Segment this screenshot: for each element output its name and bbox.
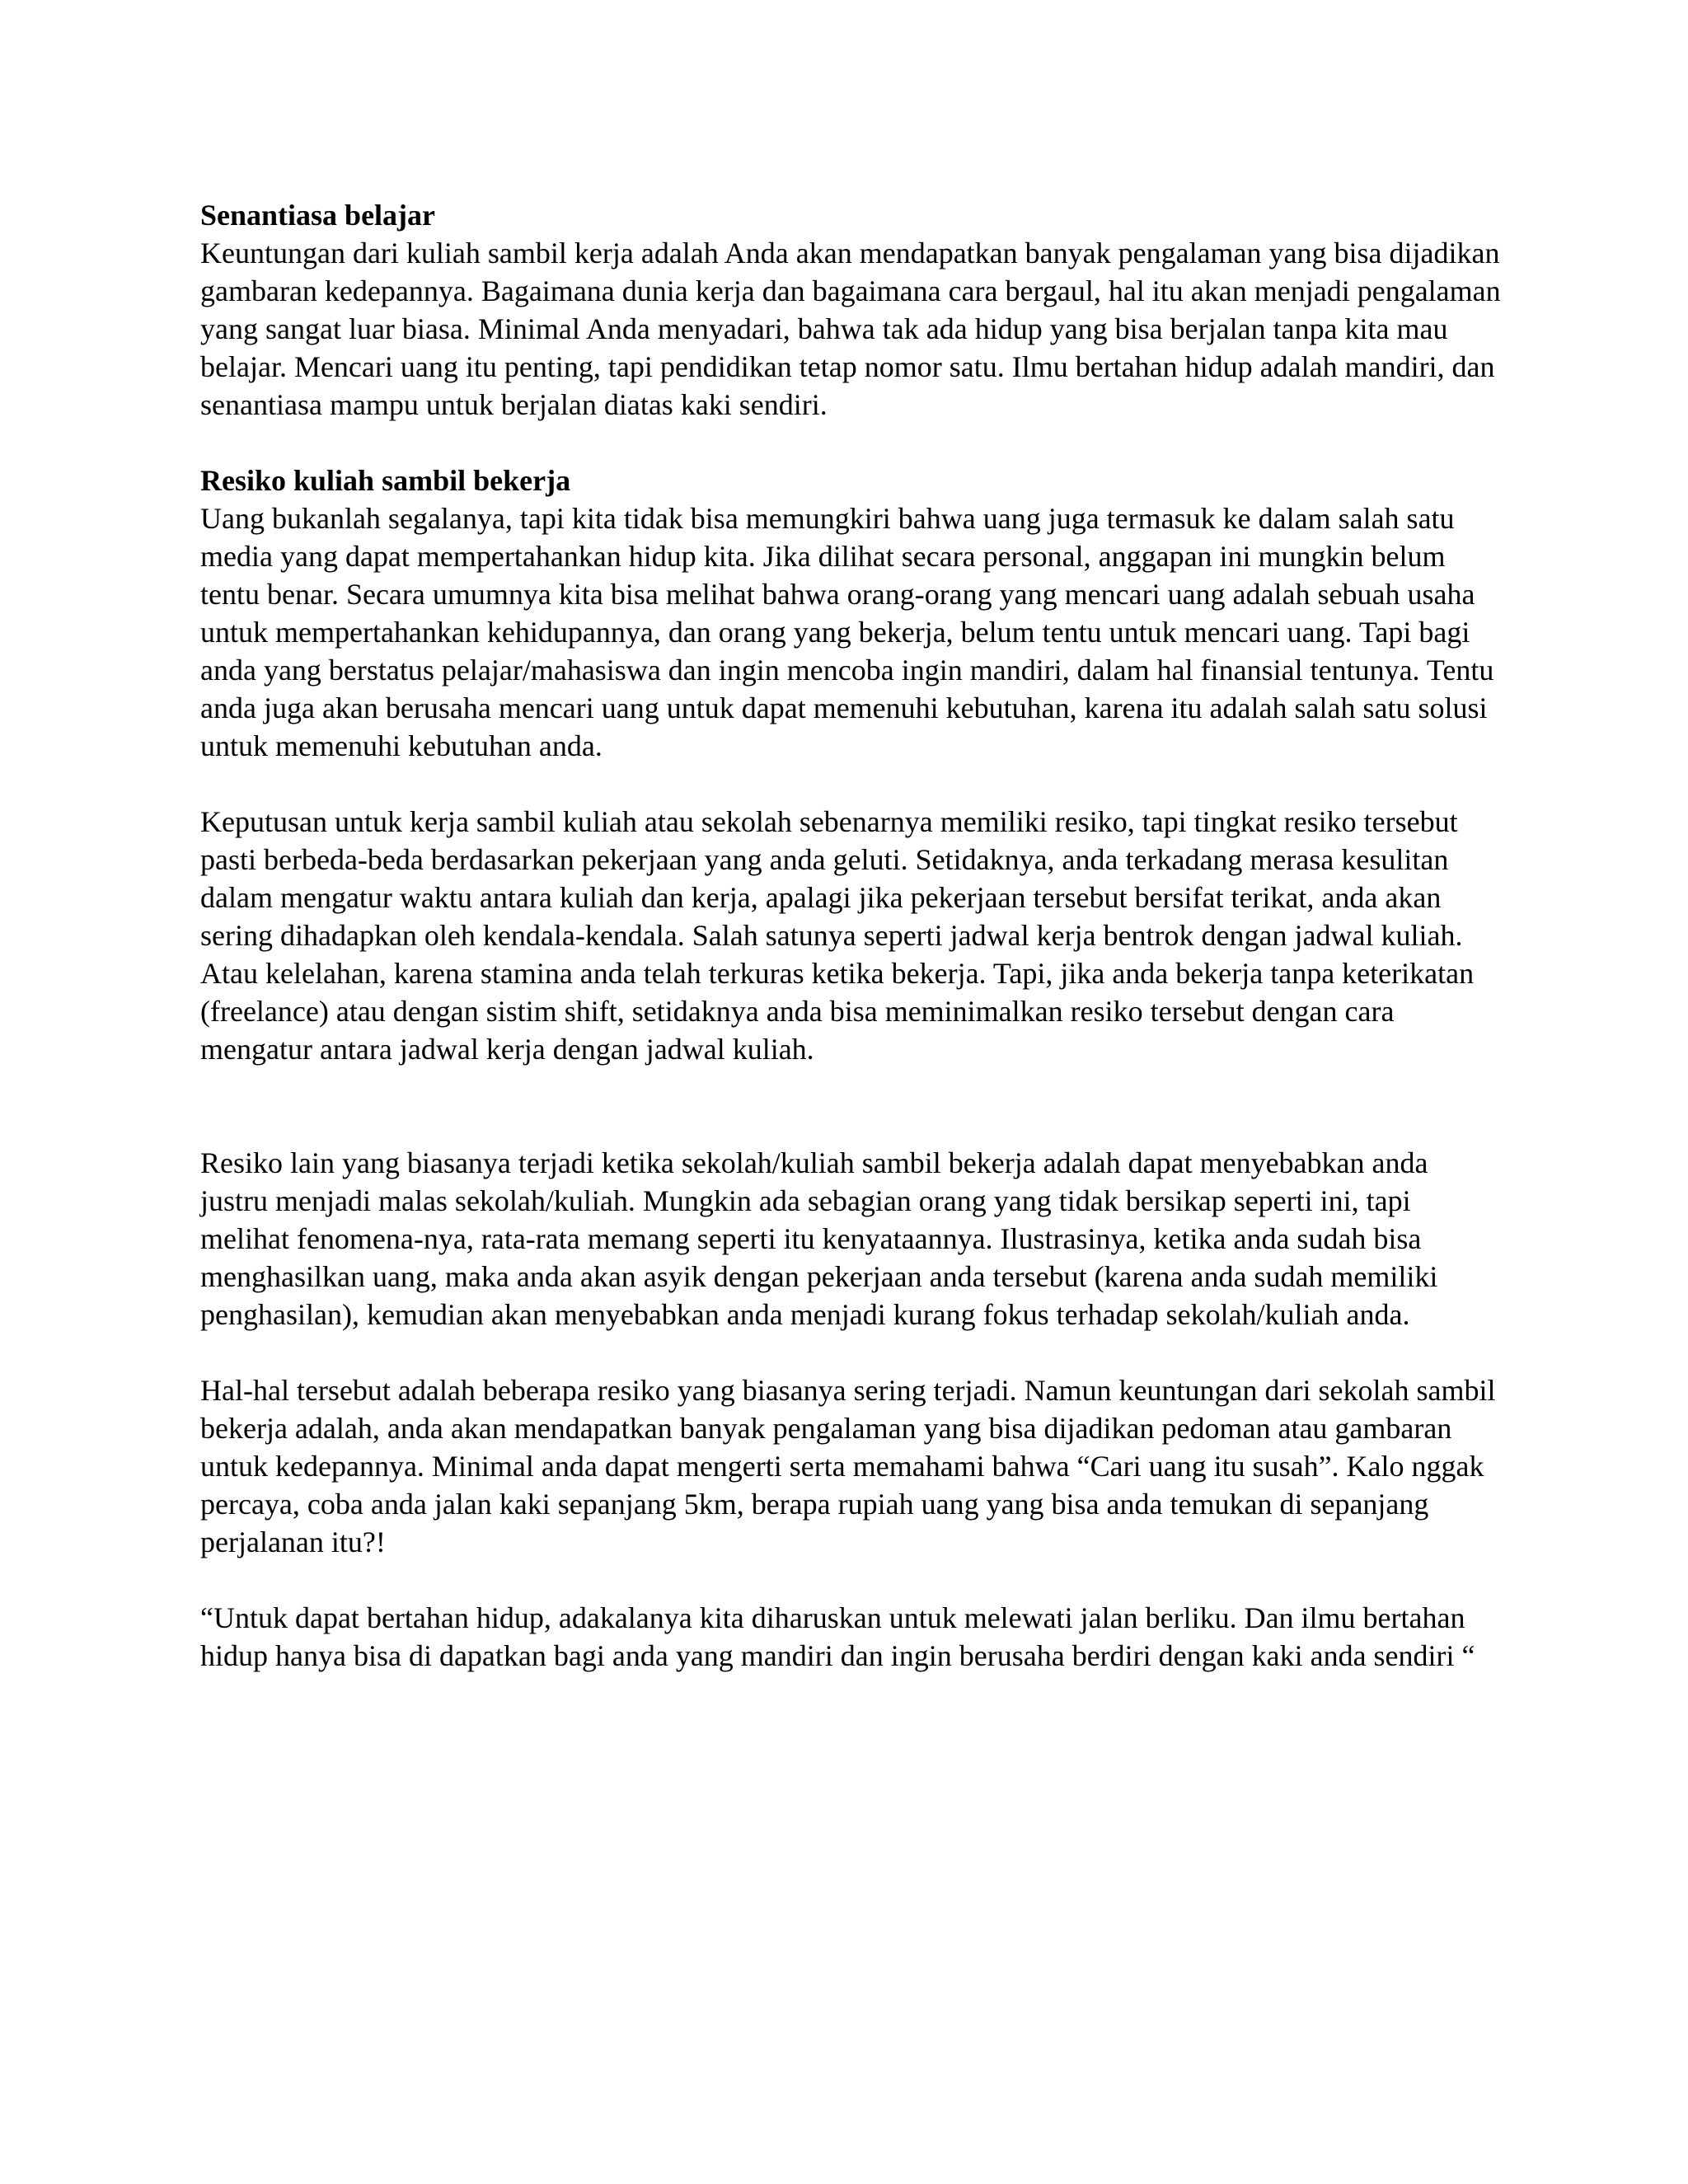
section-heading-senantiasa-belajar: Senantiasa belajar xyxy=(200,199,436,232)
paragraph: Hal-hal tersebut adalah beberapa resiko yang biasanya sering terjadi. Namun keuntungan dari sekolah sambil bekerja adalah, anda akan mendapatkan banyak pengalaman yang bisa dijadikan pedoman atau gambaran untuk kedepannya. Minimal anda dapat mengerti serta memahami bahwa “Cari uang itu susah”. Kalo nggak percaya, coba anda jalan kaki sepanjang 5km, berapa rupiah uang yang bisa anda temukan di sepanjang perjalanan itu?! xyxy=(200,1374,1496,1558)
document-body xyxy=(200,196,1503,1675)
paragraph: Resiko lain yang biasanya terjadi ketika sekolah/kuliah sambil bekerja adalah dapat menyebabkan anda justru menjadi malas sekolah/kuliah. Mungkin ada sebagian orang yang tidak bersikap seperti ini, tapi melihat fenomena-nya, rata-rata memang seperti itu kenyataannya. Ilustrasinya, ketika anda sudah bisa menghasilkan uang, maka anda akan asyik dengan pekerjaan anda tersebut (karena anda sudah memiliki penghasilan), kemudian akan menyebabkan anda menjadi kurang fokus terhadap sekolah/kuliah anda. xyxy=(200,1146,1438,1331)
paragraph: Keuntungan dari kuliah sambil kerja adalah Anda akan mendapatkan banyak pengalaman yang bisa dijadikan gambaran kedepannya. Bagaimana dunia kerja dan bagaimana cara bergaul, hal itu akan menjadi pengalaman yang sangat luar biasa. Minimal Anda menyadari, bahwa tak ada hidup yang bisa berjalan tanpa kita mau belajar. Mencari uang itu penting, tapi pendidikan tetap nomor satu. Ilmu bertahan hidup adalah mandiri, dan senantiasa mampu untuk berjalan diatas kaki sendiri. xyxy=(200,237,1501,421)
section-heading-resiko-kuliah: Resiko kuliah sambil bekerja xyxy=(200,464,571,497)
closing-quote: “Untuk dapat bertahan hidup, adakalanya kita diharuskan untuk melewati jalan berliku. Dan ilmu bertahan hidup hanya bisa di dapatkan bagi anda yang mandiri dan ingin berusaha berdiri dengan kaki anda sendiri “ xyxy=(200,1601,1475,1672)
paragraph: Uang bukanlah segalanya, tapi kita tidak bisa memungkiri bahwa uang juga termasuk ke dalam salah satu media yang dapat mempertahankan hidup kita. Jika dilihat secara personal, anggapan ini mungkin belum tentu benar. Secara umumnya kita bisa melihat bahwa orang-orang yang mencari uang adalah sebuah usaha untuk mempertahankan kehidupannya, dan orang yang bekerja, belum tentu untuk mencari uang. Tapi bagi anda yang berstatus pelajar/mahasiswa dan ingin mencoba ingin mandiri, dalam hal finansial tentunya. Tentu anda juga akan berusaha mencari uang untuk dapat memenuhi kebutuhan, karena itu adalah salah satu solusi untuk memenuhi kebutuhan anda. xyxy=(200,502,1494,762)
paragraph: Keputusan untuk kerja sambil kuliah atau sekolah sebenarnya memiliki resiko, tapi tingkat resiko tersebut pasti berbeda-beda berdasarkan pekerjaan yang anda geluti. Setidaknya, anda terkadang merasa kesulitan dalam mengatur waktu antara kuliah dan kerja, apalagi jika pekerjaan tersebut bersifat terikat, anda akan sering dihadapkan oleh kendala-kendala. Salah satunya seperti jadwal kerja bentrok dengan jadwal kuliah. Atau kelelahan, karena stamina anda telah terkuras ketika bekerja. Tapi, jika anda bekerja tanpa keterikatan (freelance) atau dengan sistim shift, setidaknya anda bisa meminimalkan resiko tersebut dengan cara mengatur antara jadwal kerja dengan jadwal kuliah. xyxy=(200,805,1475,1066)
